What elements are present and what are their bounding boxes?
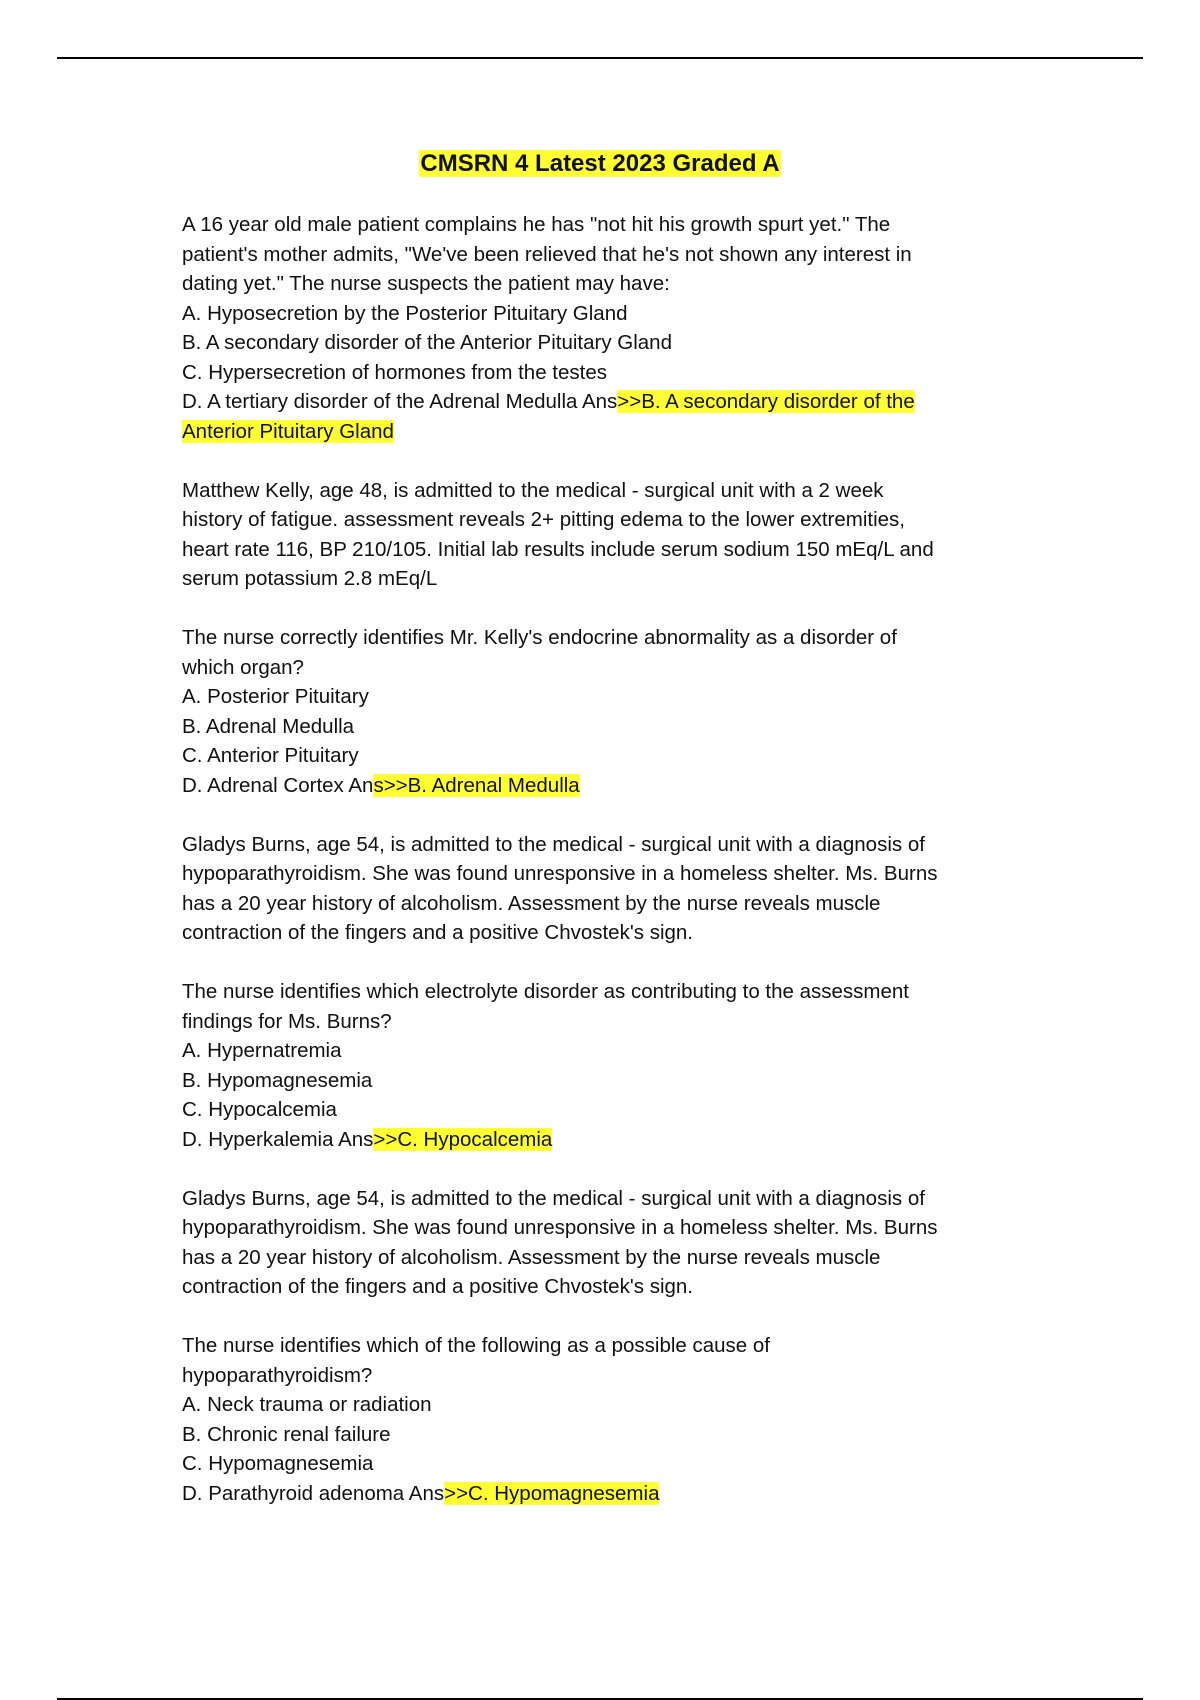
q3-question-line: findings for Ms. Burns? [182,1009,392,1033]
q1-stem-line: A 16 year old male patient complains he has "not hit his growth spurt yet." The [182,213,891,236]
q2-answer-highlight: s>>B. Adrenal Medulla [373,773,580,797]
q1-stem-line: dating yet." The nurse suspects the patient may have: [182,272,670,295]
top-rule [57,57,1143,59]
q3-stem-line: contraction of the fingers and a positive Chvostek's sign. [182,921,693,944]
q4-question-line: hypoparathyroidism? [182,1363,373,1387]
q1-option-a: A. Hyposecretion by the Posterior Pituitary Gland [182,301,628,325]
question-1 [182,210,1022,446]
question-3-prompt [182,977,1022,1154]
q1-option-d [182,387,1022,417]
q4-option-d [182,1479,1022,1509]
q3-stem-line: Gladys Burns, age 54, is admitted to the medical - surgical unit with a diagnosis of [182,832,925,856]
page-title [0,148,1200,180]
q4-question-line: The nurse identifies which of the following as a possible cause of [182,1334,771,1357]
q1-stem-line: patient's mother admits, "We've been relieved that he's not shown any interest in [182,242,912,266]
question-4-prompt [182,1331,1022,1508]
q3-option-d [182,1125,1022,1155]
q2-option-a: A. Posterior Pituitary [182,685,369,708]
paragraph-gap [182,446,1022,476]
q4-stem-line: contraction of the fingers and a positive Chvostek's sign. [182,1275,693,1298]
q4-stem-line: Gladys Burns, age 54, is admitted to the medical - surgical unit with a diagnosis of [182,1186,925,1210]
q4-option-c: C. Hypomagnesemia [182,1452,374,1475]
q4-answer-highlight: >>C. Hypomagnesemia [444,1481,660,1505]
question-2-prompt [182,623,1022,800]
q2-stem-line: serum potassium 2.8 mEq/L [182,567,438,590]
q3-option-b: B. Hypomagnesemia [182,1068,373,1092]
q3-option-c: C. Hypocalcemia [182,1098,337,1121]
q3-stem-line: hypoparathyroidism. She was found unresponsive in a homeless shelter. Ms. Burns [182,862,938,885]
q2-question-line: The nurse correctly identifies Mr. Kelly's endocrine abnormality as a disorder of [182,626,897,649]
q3-question-line: The nurse identifies which electrolyte disorder as contributing to the assessment [182,980,909,1003]
q4-stem-line: hypoparathyroidism. She was found unresponsive in a homeless shelter. Ms. Burns [182,1216,938,1239]
q2-option-d [182,771,1022,801]
q1-answer-continuation-line [182,417,1022,447]
q2-option-c: C. Anterior Pituitary [182,744,359,767]
q1-option-d-text: D. A tertiary disorder of the Adrenal Medulla Ans [182,390,618,413]
q3-answer-highlight: >>C. Hypocalcemia [373,1127,553,1151]
q4-option-d-text: D. Parathyroid adenoma Ans [182,1481,445,1505]
paragraph-gap [182,594,1022,624]
q1-answer-continuation: Anterior Pituitary Gland [182,419,394,443]
document-body [182,210,1022,1508]
q3-option-d-text: D. Hyperkalemia Ans [182,1127,374,1151]
q2-option-b: B. Adrenal Medulla [182,714,355,738]
paragraph-gap [182,1154,1022,1184]
question-2 [182,476,1022,594]
paragraph-gap [182,800,1022,830]
q1-option-c: C. Hypersecretion of hormones from the testes [182,360,607,384]
q1-answer-highlight: >>B. A secondary disorder of the [617,390,915,413]
paragraph-gap [182,948,1022,978]
q2-stem-line: Matthew Kelly, age 48, is admitted to the medical - surgical unit with a 2 week [182,478,884,502]
q3-stem-line: has a 20 year history of alcoholism. Assessment by the nurse reveals muscle [182,891,881,915]
question-4 [182,1184,1022,1302]
q2-stem-line: history of fatigue. assessment reveals 2+ pitting edema to the lower extremities, [182,508,905,531]
q4-option-a: A. Neck trauma or radiation [182,1393,432,1416]
title-highlight: CMSRN 4 Latest 2023 Graded A [420,150,780,177]
q1-option-b: B. A secondary disorder of the Anterior Pituitary Gland [182,331,672,354]
q2-stem-line: heart rate 116, BP 210/105. Initial lab results include serum sodium 150 mEq/L and [182,537,934,561]
question-3 [182,830,1022,948]
q4-option-b: B. Chronic renal failure [182,1422,391,1446]
q2-option-d-text: D. Adrenal Cortex An [182,773,374,797]
paragraph-gap [182,1302,1022,1332]
q3-option-a: A. Hypernatremia [182,1039,342,1062]
q4-stem-line: has a 20 year history of alcoholism. Assessment by the nurse reveals muscle [182,1245,881,1269]
q2-question-line: which organ? [182,655,304,679]
